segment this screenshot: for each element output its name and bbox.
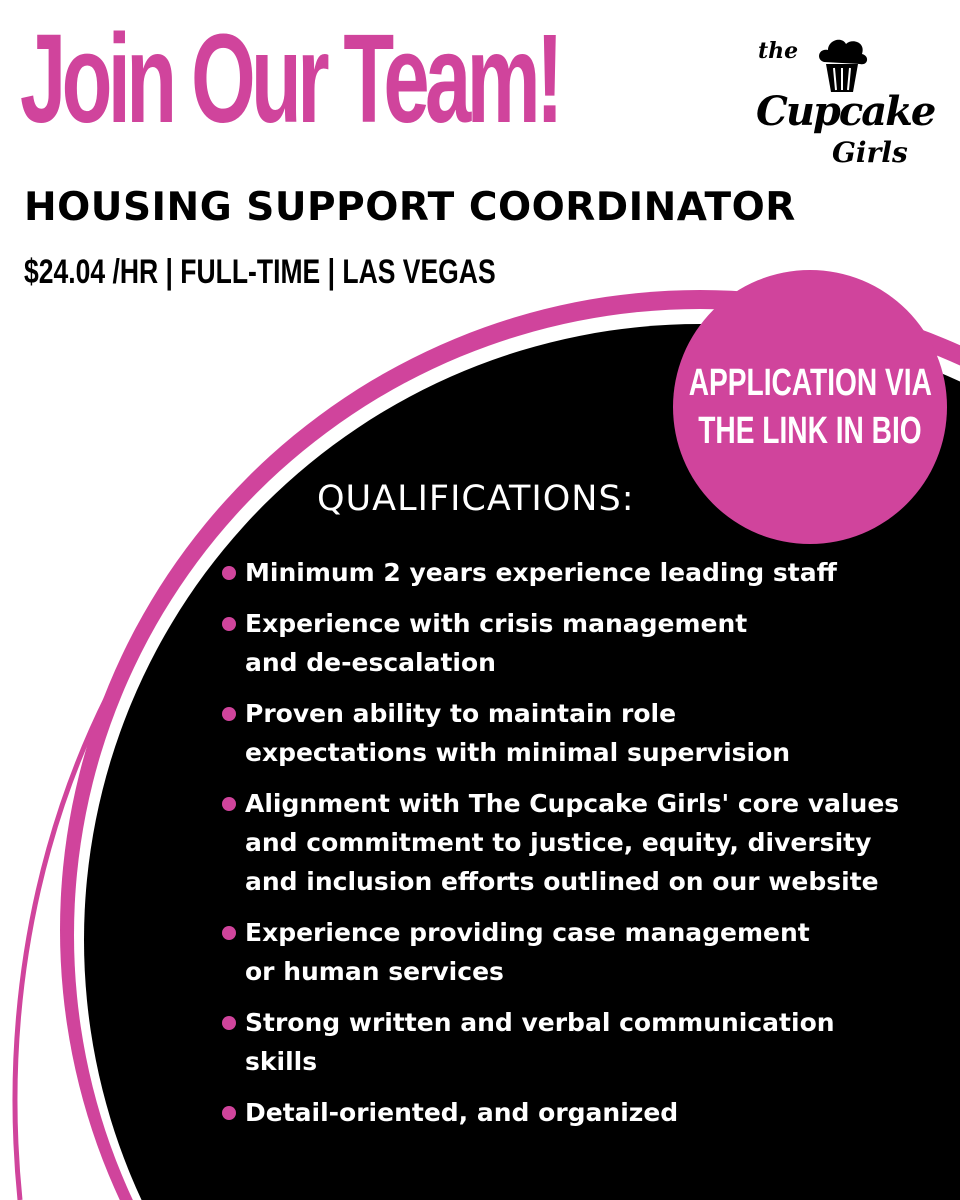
bullet-dot (222, 617, 236, 631)
logo-word-cupcake: Cupcake (756, 88, 935, 135)
qualification-text: Detail-oriented, and organized (245, 1098, 679, 1127)
qualification-text: Alignment with The Cupcake Girls' core values and commitment to justice, equity, diversity and inclusion efforts outlined on our website (245, 789, 900, 896)
qualification-item (220, 604, 950, 682)
qualification-item (220, 553, 950, 592)
cta-line-1: APPLICATION VIA (688, 362, 932, 404)
bullet-dot (222, 1016, 236, 1030)
qualification-text: Proven ability to maintain role expectations with minimal supervision (245, 699, 791, 767)
logo-word-girls: Girls (832, 136, 908, 169)
bullet-dot (222, 707, 236, 721)
qualification-item (220, 1003, 950, 1081)
apply-cta-badge (673, 270, 947, 544)
bullet-dot (222, 797, 236, 811)
cupcake-icon (810, 32, 874, 96)
qualifications-list (220, 553, 950, 1144)
qualification-text: Experience providing case management or human services (245, 918, 810, 986)
bullet-dot (222, 566, 236, 580)
bullet-dot (222, 1106, 236, 1120)
cupcake-girls-logo (750, 32, 935, 182)
logo-word-the: the (758, 38, 799, 64)
job-title: HOUSING SUPPORT COORDINATOR (24, 185, 796, 230)
qualification-item (220, 1093, 950, 1132)
qualifications-heading: QUALIFICATIONS: (317, 479, 635, 519)
bullet-dot (222, 926, 236, 940)
qualification-item (220, 694, 950, 772)
qualification-text: Minimum 2 years experience leading staff (245, 558, 837, 587)
headline: Join Our Team! (20, 8, 560, 149)
qualification-text: Strong written and verbal communication skills (245, 1008, 835, 1076)
job-meta: $24.04 /HR | FULL-TIME | LAS VEGAS (24, 253, 496, 291)
qualification-item (220, 913, 950, 991)
qualification-text: Experience with crisis management and de-escalation (245, 609, 748, 677)
cta-line-2: THE LINK IN BIO (698, 410, 922, 452)
qualification-item (220, 784, 950, 901)
